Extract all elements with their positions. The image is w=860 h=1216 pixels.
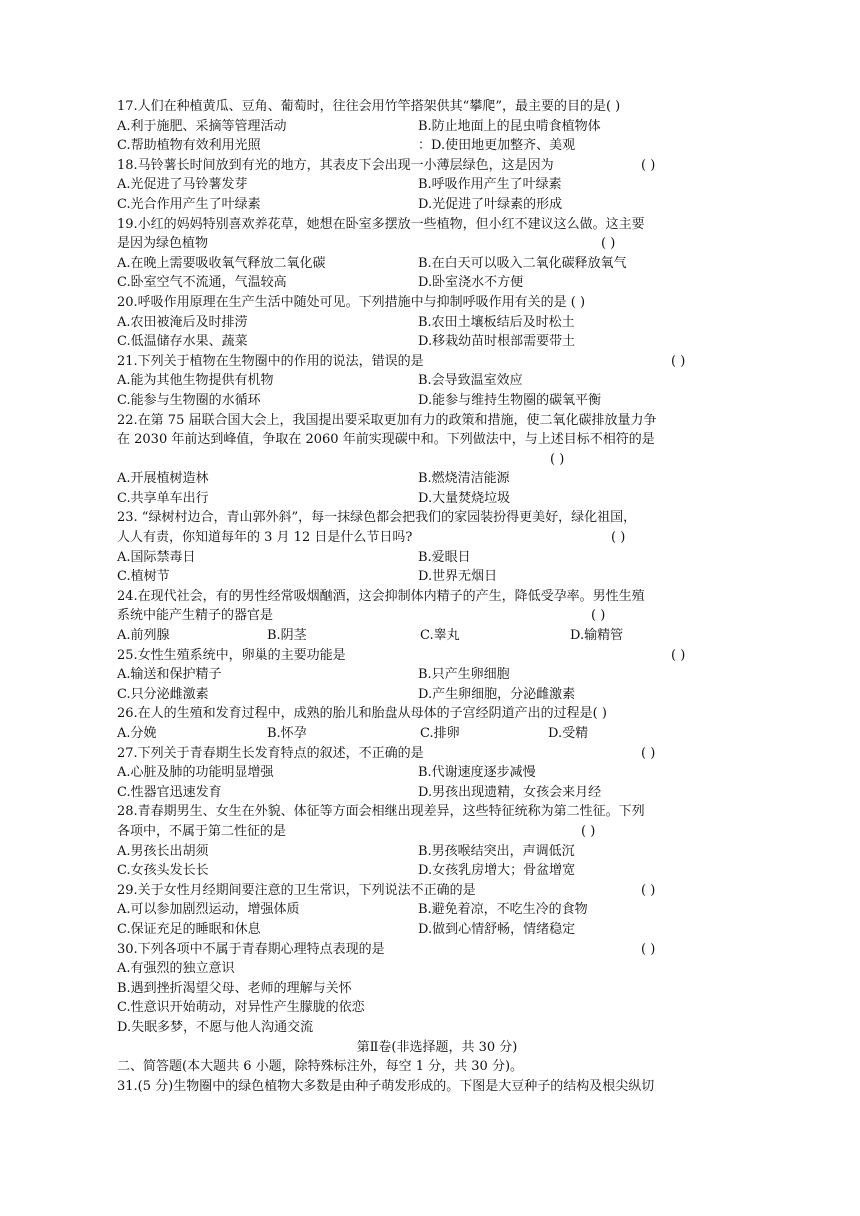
answer-paren: ( ) [581,823,596,839]
answer-paren: ( ) [601,236,616,252]
option-row [117,626,757,646]
option-row [117,195,757,215]
question-stem: 31.(5 分)生物圈中的绿色植物大多数是由种子萌发形成的。下图是大豆种子的结构及根尖纵切 [117,1078,655,1094]
option-a: A.输送和保护精子 [117,667,222,683]
option-a: A.利于施肥、采摘等管理活动 [117,118,287,134]
option-row [117,783,757,803]
option-row [117,117,757,137]
question-stem: 18.马铃薯长时间放到有光的地方，其表皮下会出现一小薄层绿色，这是因为 ( ) [117,156,757,176]
option-c: C.低温储存水果、蔬菜 [117,334,248,350]
option-a: A.分娩 [117,726,157,741]
option-b: B.避免着凉，不吃生冷的食物 [418,902,588,918]
option-d: D.光促进了叶绿素的形成 [418,196,563,212]
option-b: B.遇到挫折渴望父母、老师的理解与关怀 [117,980,352,996]
option-b: B.燃烧清洁能源 [418,471,510,487]
question-stem [117,450,757,470]
option-row [117,567,757,587]
option-c: C.只分泌雌激素 [117,686,209,702]
option-c: C.卧室空气不流通，气温较高 [117,275,287,291]
question-stem: 17.人们在种植黄瓜、豆角、葡萄时，往往会用竹竿搭架供其“攀爬”，最主要的目的是( ) [117,99,621,114]
option-b: B.男孩喉结突出，声调低沉 [418,843,575,859]
option-row [117,900,757,920]
option-b: B.代谢速度逐步减慢 [418,765,536,781]
option-d: D.输精管 [570,628,624,644]
answer-paren: ( ) [550,451,565,467]
question-stem: 27.下列关于青春期生长发育特点的叙述，不正确的是 ( ) [117,744,757,764]
option-row [117,175,757,195]
option-row [117,998,757,1018]
option-row [117,254,757,274]
question-stem: 22.在第 75 届联合国大会上，我国提出要采取更加有力的政策和措施，使二氧化碳排放量力争 [117,412,657,428]
option-row [117,665,757,685]
option-row [117,861,757,881]
option-c: C.排卵 [420,726,460,741]
question-stem: 28.青春期男生、女生在外貌、体征等方面会相继出现差异，这些特征统称为第二性征。下列 [117,804,645,820]
option-row [117,273,757,293]
option-a: A.前列腺 [117,628,170,644]
option-row [117,763,757,783]
option-c: C.能参与生物圈的水循环 [117,392,261,408]
option-row [117,920,757,940]
option-c: C.睾丸 [420,628,460,644]
question-stem: 系统中能产生精子的器官是 ( ) [117,606,757,626]
option-a: A.男孩长出胡须 [117,843,209,859]
option-a: A.可以参加剧烈运动，增强体质 [117,902,300,918]
question-stem: 19.小红的妈妈特别喜欢养花草，她想在卧室多摆放一些植物，但小红不建议这么做。这主要 [117,216,645,232]
question-stem: 30.下列各项中不属于青春期心理特点表现的是 ( ) [117,940,757,960]
option-row [117,842,757,862]
option-d: D.大量焚烧垃圾 [418,490,511,506]
question-stem: 25.女性生殖系统中，卵巢的主要功能是 ( ) [117,646,757,666]
option-d: D.移栽幼苗时根部需要带土 [418,334,576,350]
option-b: B.爱眼日 [418,549,471,565]
option-d: D.男孩出现遗精，女孩会来月经 [418,784,602,800]
answer-paren: ( ) [671,647,686,663]
option-a: A.在晚上需要吸收氧气释放二氧化碳 [117,255,326,271]
option-a: A.开展植树造林 [117,471,209,487]
option-row [117,371,757,391]
question-stem: 是因为绿色植物 ( ) [117,234,757,254]
question-stem: 26.在人的生殖和发育过程中，成熟的胎儿和胎盘从母体的子宫经阴道产出的过程是( ) [117,706,607,722]
answer-paren: ( ) [641,941,656,957]
question-stem: 29.关于女性月经期间要注意的卫生常识，下列说法不正确的是 ( ) [117,881,757,901]
answer-paren: ( ) [591,608,606,624]
option-c: C.共享单车出行 [117,490,209,506]
option-d: D.世界无烟日 [418,569,498,585]
question-stem: 各项中，不属于第二性征的是 ( ) [117,822,757,842]
option-d: ：D.使田地更加整齐、美观 [418,138,576,154]
answer-paren: ( ) [641,157,656,173]
option-c: C.性器官迅速发育 [117,784,222,800]
option-row [117,489,757,509]
answer-paren: ( ) [641,882,656,898]
question-stem: 人人有责，你知道每年的 3 月 12 日是什么节日吗? ( ) [117,528,757,548]
option-c: C.性意识开始萌动，对异性产生朦胧的依恋 [117,1000,365,1016]
option-row [117,469,757,489]
option-d: D.做到心情舒畅，情绪稳定 [418,921,576,937]
option-b: B.呼吸作用产生了叶绿素 [418,177,562,193]
option-d: D.失眠多梦，不愿与他人沟通交流 [117,1019,314,1035]
option-row [117,724,757,744]
option-c: C.光合作用产生了叶绿素 [117,196,261,212]
option-b: B.防止地面上的昆虫啃食植物体 [418,118,601,134]
option-b: B.阴茎 [267,628,307,644]
option-row [117,685,757,705]
option-d: D.受精 [548,726,589,741]
option-a: A.光促进了马铃薯发芽 [117,177,248,193]
question-stem: 在 2030 年前达到峰值，争取在 2060 年前实现碳中和。下列做法中，与上述目标不相符的是 [117,432,655,448]
option-d: D.能参与维持生物圈的碳氧平衡 [418,392,602,408]
option-a: A.能为其他生物提供有机物 [117,373,274,389]
option-b: B.农田土壤板结后及时松土 [418,314,575,330]
option-c: C.女孩头发长长 [117,863,209,879]
option-row [117,979,757,999]
question-stem: 23. “绿树村边合，青山郭外斜”，每一抹绿色都会把我们的家园装扮得更美好，绿化祖国， [117,510,637,526]
option-b: B.在白天可以吸入二氧化碳释放氧气 [418,255,627,271]
option-a: A.国际禁毒日 [117,549,196,565]
answer-paren: ( ) [641,745,656,761]
option-d: D.卧室浇水不方便 [418,275,524,291]
option-b: B.会导致温室效应 [418,373,523,389]
option-a: A.有强烈的独立意识 [117,961,235,977]
option-a: A.农田被淹后及时排涝 [117,314,248,330]
answer-paren: ( ) [611,530,626,546]
answer-paren: ( ) [671,353,686,369]
question-stem: 21.下列关于植物在生物圈中的作用的说法，错误的是 ( ) [117,352,757,372]
option-row [117,313,757,333]
option-c: C.帮助植物有效利用光照 [117,138,261,154]
option-row [117,332,757,352]
option-c: C.保证充足的睡眠和休息 [117,921,261,937]
option-b: B.只产生卵细胞 [418,667,510,683]
option-row [117,391,757,411]
option-row [117,548,757,568]
option-row [117,136,757,156]
option-row [117,959,757,979]
option-c: C.植树节 [117,569,170,585]
question-stem: 20.呼吸作用原理在生产生活中随处可见。下列措施中与抑制呼吸作用有关的是 ( ) [117,294,586,310]
option-row [117,1018,757,1038]
section-title: 第Ⅱ卷(非选择题，共 30 分) [356,1039,518,1055]
option-d: D.女孩乳房增大；骨盆增宽 [418,863,576,879]
option-b: B.怀孕 [267,726,307,741]
option-d: D.产生卵细胞，分泌雌激素 [418,686,576,702]
part-heading: 二、简答题(本大题共 6 小题，除特殊标注外，每空 1 分，共 30 分)。 [117,1059,524,1075]
option-a: A.心脏及肺的功能明显增强 [117,765,274,781]
exam-page [117,97,757,1096]
question-stem: 24.在现代社会，有的男性经常吸烟酗酒，这会抑制体内精子的产生，降低受孕率。男性生殖 [117,588,645,604]
